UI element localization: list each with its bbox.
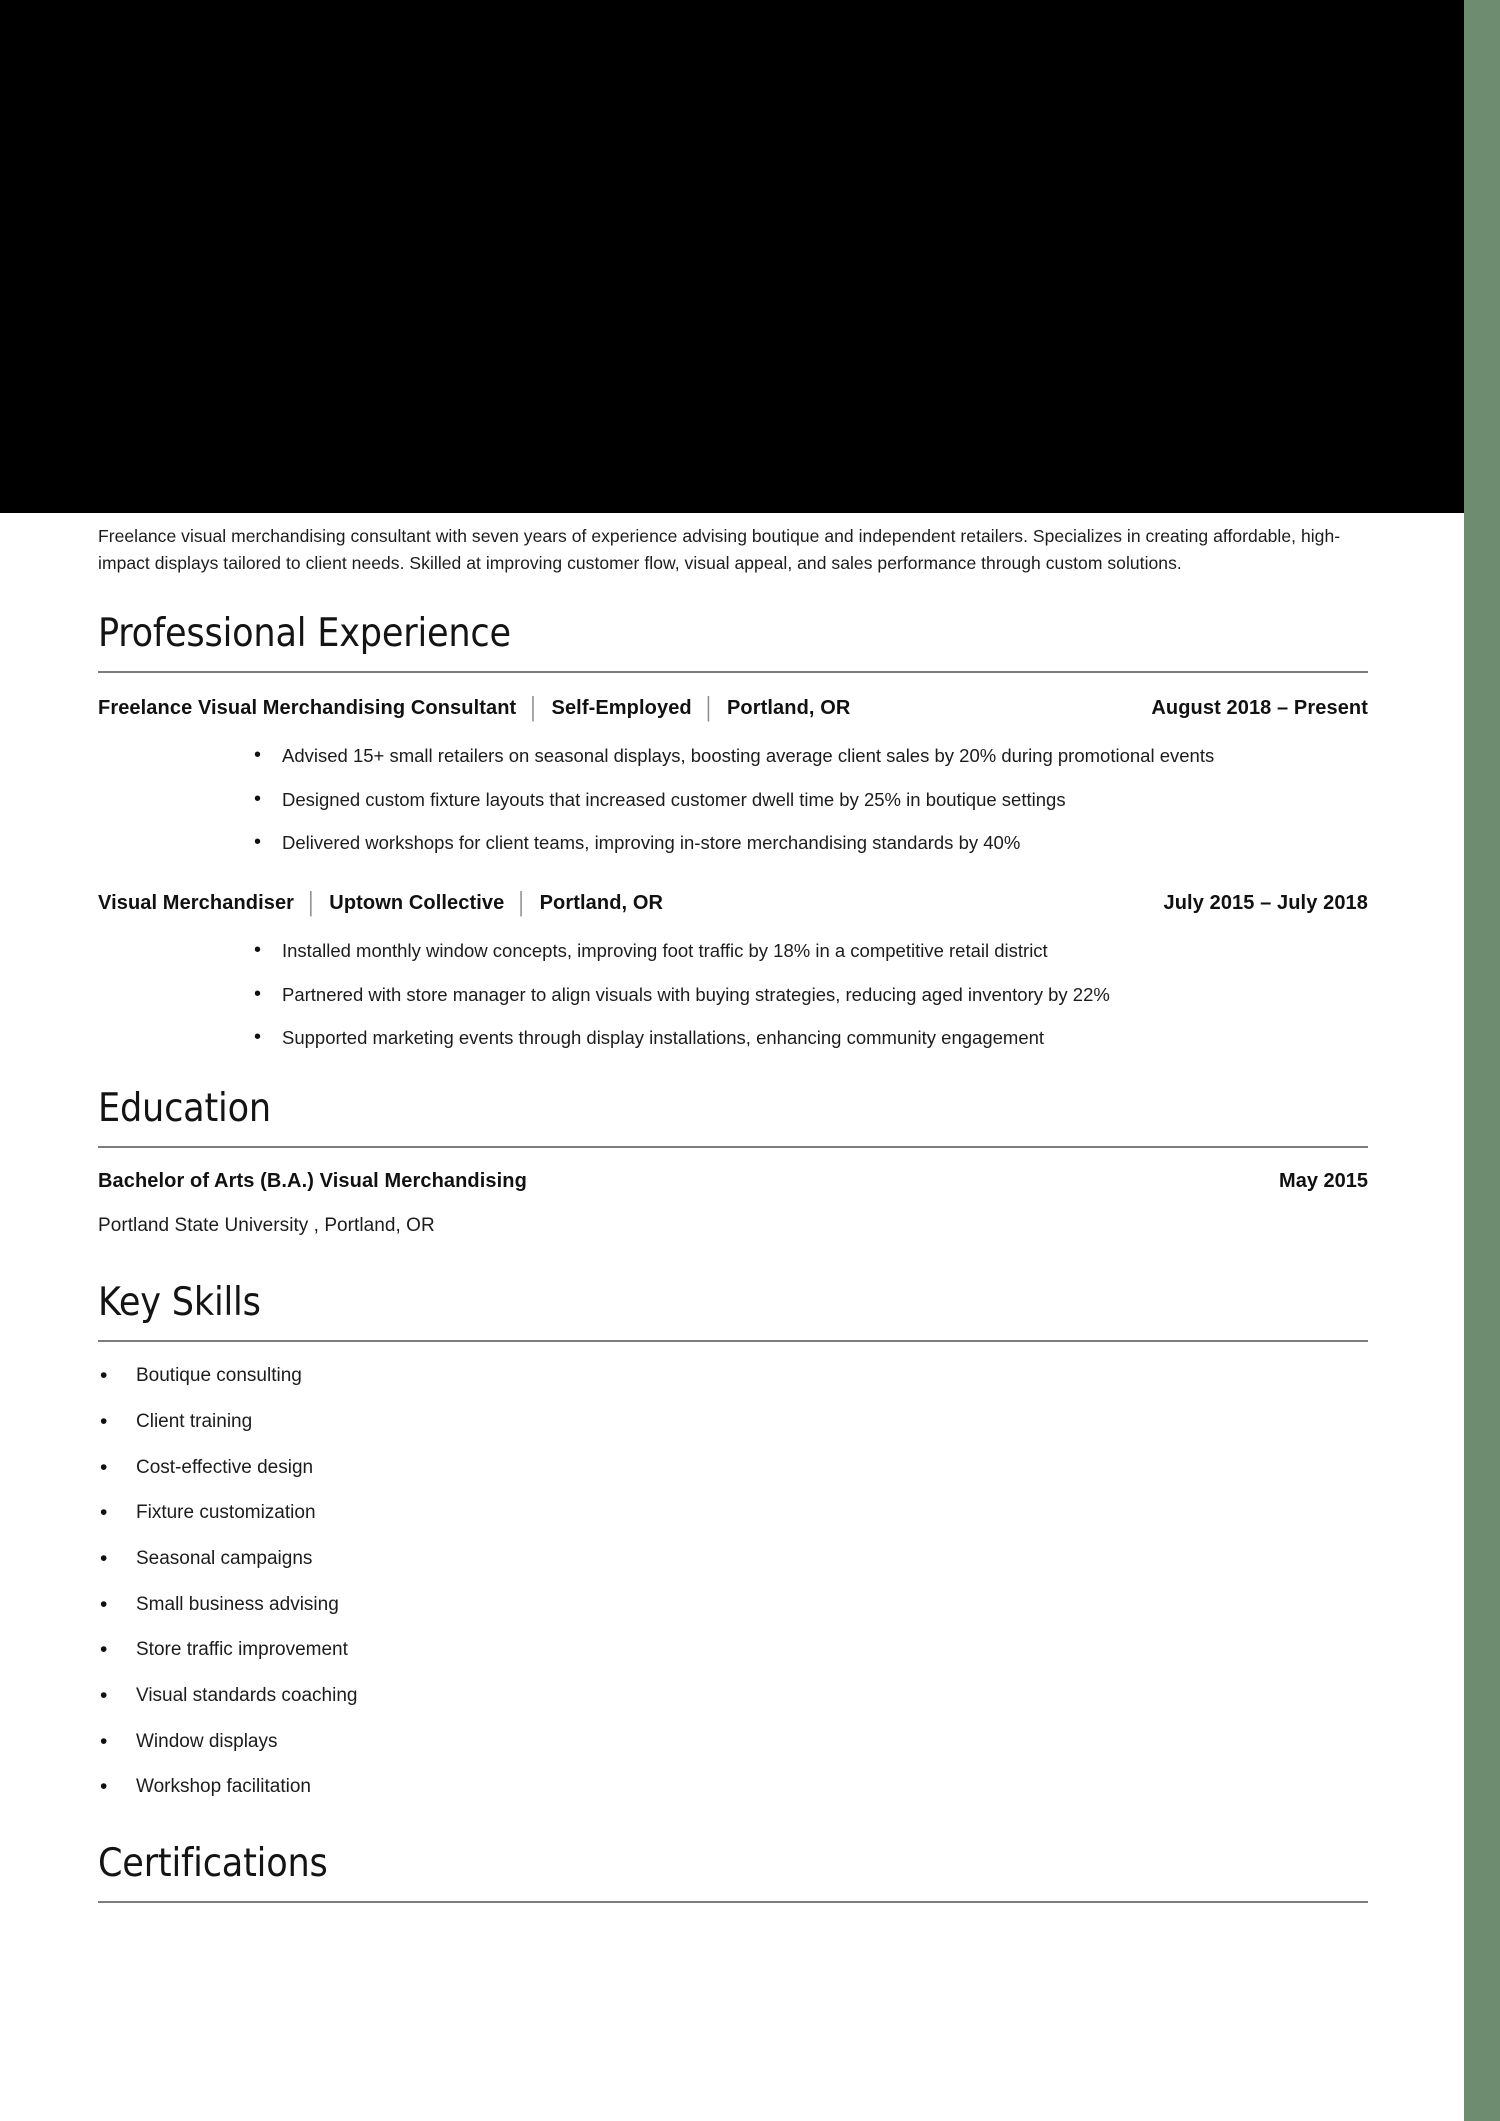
section-key-skills xyxy=(98,1280,1368,1800)
section-title-skills: Key Skills xyxy=(98,1280,261,1326)
section-certifications xyxy=(98,1841,1368,1903)
list-item: • Designed custom fixture layouts that increased customer dwell time by 25% in boutique settings xyxy=(252,786,1292,813)
job-dates: August 2018 – Present xyxy=(1151,697,1368,720)
pipe-separator-icon: │ xyxy=(515,892,529,916)
list-item: • Visual standards coaching xyxy=(98,1684,1368,1709)
education-entry-header xyxy=(98,1170,1368,1193)
list-item: • Advised 15+ small retailers on seasonal displays, boosting average client sales by 20% during promotional events xyxy=(252,742,1292,769)
pipe-separator-icon: │ xyxy=(305,892,319,916)
experience-entry-header xyxy=(98,892,1368,915)
section-professional-experience xyxy=(98,611,1368,1051)
list-item: • Store traffic improvement xyxy=(98,1638,1368,1663)
professional-summary: Freelance visual merchandising consultant with seven years of experience advising boutique and independent retailers. Specializes in creating affordable, high-impact displays tailored to client needs. Skilled at improving customer flow, visual appeal, and sales performance through custom solutions. xyxy=(98,526,1341,573)
list-item: • Cost-effective design xyxy=(98,1456,1368,1481)
degree-date: May 2015 xyxy=(1279,1170,1368,1193)
section-title-education: Education xyxy=(98,1086,271,1132)
pipe-separator-icon: │ xyxy=(527,697,541,721)
job-title: Freelance Visual Merchandising Consultant xyxy=(98,697,517,720)
section-divider xyxy=(98,1340,1368,1342)
list-item: • Boutique consulting xyxy=(98,1364,1368,1389)
section-title-certifications: Certifications xyxy=(98,1841,328,1887)
job-location: Portland, OR xyxy=(726,697,851,720)
section-title-experience: Professional Experience xyxy=(98,611,511,657)
pipe-separator-icon: │ xyxy=(702,697,716,721)
list-item: • Supported marketing events through display installations, enhancing community engagement xyxy=(252,1024,1292,1051)
section-divider xyxy=(98,1901,1368,1903)
experience-bullet-list xyxy=(98,937,1368,1051)
header-banner xyxy=(0,0,1464,513)
accent-stripe xyxy=(1464,0,1500,2121)
experience-entry-heading-group xyxy=(98,892,663,915)
list-item: • Workshop facilitation xyxy=(98,1775,1368,1800)
list-item: • Seasonal campaigns xyxy=(98,1547,1368,1572)
school-name: Portland State University , Portland, OR xyxy=(98,1215,435,1237)
list-item: • Fixture customization xyxy=(98,1501,1368,1526)
degree-title: Bachelor of Arts (B.A.) Visual Merchandising xyxy=(98,1170,527,1193)
list-item: • Delivered workshops for client teams, improving in-store merchandising standards by 40% xyxy=(252,829,1292,856)
job-dates: July 2015 – July 2018 xyxy=(1163,892,1368,915)
section-divider xyxy=(98,671,1368,673)
experience-bullet-list xyxy=(98,742,1368,856)
experience-entry xyxy=(98,892,1368,1051)
section-education xyxy=(98,1086,1368,1237)
experience-entry-header xyxy=(98,697,1368,720)
list-item: • Installed monthly window concepts, improving foot traffic by 18% in a competitive retail district xyxy=(252,937,1292,964)
list-item: • Window displays xyxy=(98,1730,1368,1755)
skills-list xyxy=(98,1364,1368,1800)
section-divider xyxy=(98,1146,1368,1148)
list-item: • Small business advising xyxy=(98,1593,1368,1618)
list-item: • Partnered with store manager to align visuals with buying strategies, reducing aged inventory by 22% xyxy=(252,981,1292,1008)
job-title: Visual Merchandiser xyxy=(98,892,295,915)
company-name: Self-Employed xyxy=(551,697,692,720)
experience-entry xyxy=(98,697,1368,856)
resume-content xyxy=(0,513,1464,1903)
company-name: Uptown Collective xyxy=(329,892,505,915)
list-item: • Client training xyxy=(98,1410,1368,1435)
experience-entry-heading-group xyxy=(98,697,850,720)
job-location: Portland, OR xyxy=(539,892,664,915)
